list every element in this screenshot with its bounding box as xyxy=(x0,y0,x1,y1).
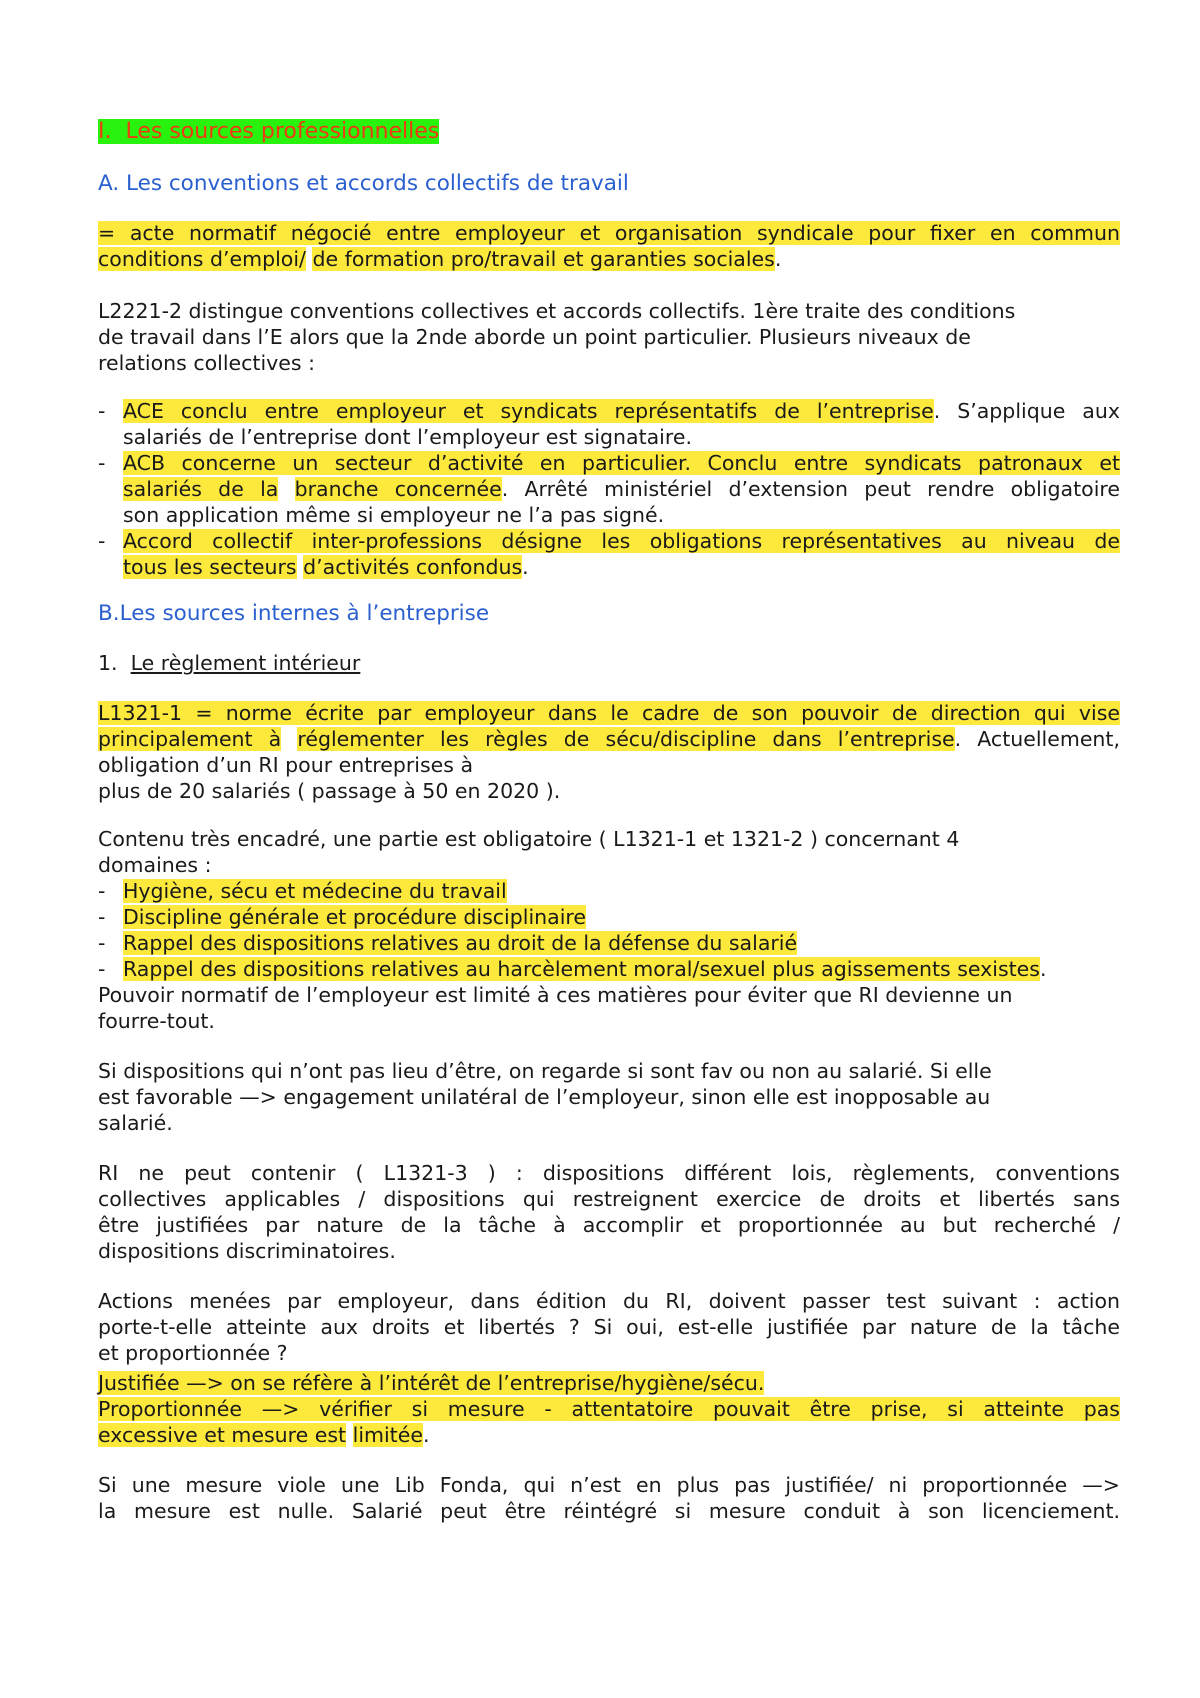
intro-paragraph: L2221-2 distingue conventions collectives et accords collectifs. 1ère traite des conditions de travail dans l’E alors que la 2nde aborde un point particulier. Plusieurs niveaux de relations collectives : xyxy=(98,299,1016,375)
dispositions-paragraph: Si dispositions qui n’ont pas lieu d’être, on regarde si sont fav ou non au salarié. Si elle est favorable —> engagement unilatéral de l’employeur, sinon elle est inopposable au salarié. xyxy=(98,1059,992,1135)
test-paragraph: Actions menées par employeur, dans édition du RI, doivent passer test suivant : action porte-t-elle atteinte aux droits et libertés ? Si oui, est-elle justifiée par nature de la tâche et proportionnée ? xyxy=(98,1289,1120,1365)
list-item: - Discipline générale et procédure disciplinaire xyxy=(98,905,586,929)
document-content xyxy=(98,118,1120,1524)
list-item: - Accord collectif inter-professions désigne les obligations représentatives au niveau de tous les secteurs d’activités confondus. xyxy=(98,529,1120,579)
ri-restrictions-paragraph: RI ne peut contenir ( L1321-3 ) : dispositions différent lois, règlements, conventions collectives applicables / dispositions qui restreignent exercice de droits et libertés sans être justifiées par nature de la tâche à accomplir et proportionnée au but recherché / dispositions discriminatoires. xyxy=(98,1161,1120,1263)
ri-definition-paragraph: L1321-1 = norme écrite par employeur dans le cadre de son pouvoir de direction qui vise principalement à réglementer les règles de sécu/discipline dans l’entreprise. Actuellement, obligation d’un RI pour entreprises à plus de 20 salariés ( passage à 50 en 2020 ). xyxy=(98,701,1120,803)
normative-power-paragraph: Pouvoir normatif de l’employeur est limité à ces matières pour éviter que RI devienne un fourre-tout. xyxy=(98,983,1013,1033)
list-item: - ACB concerne un secteur d’activité en particulier. Conclu entre syndicats patronaux et salariés de la branche concernée. Arrêté ministériel d’extension peut rendre obligatoire son application même si employeur ne l’a pas signé. xyxy=(98,451,1120,527)
definition-paragraph: = acte normatif négocié entre employeur et organisation syndicale pour fixer en commun conditions d’emploi/ de formation pro/travail et garanties sociales. xyxy=(98,221,1120,271)
ri-content-paragraph: Contenu très encadré, une partie est obligatoire ( L1321-1 et 1321-2 ) concernant 4 domaines : xyxy=(98,827,960,877)
list-item: - Hygiène, sécu et médecine du travail xyxy=(98,879,507,903)
section-i-heading: I. Les sources professionnelles xyxy=(98,119,440,144)
mandatory-domains-list xyxy=(98,878,1120,982)
subsection-1-heading: 1. Le règlement intérieur xyxy=(98,651,361,675)
agreement-types-list xyxy=(98,398,1120,580)
list-item: - ACE conclu entre employeur et syndicats représentatifs de l’entreprise. S’applique aux salariés de l’entreprise dont l’employeur est signataire. xyxy=(98,399,1120,449)
nullity-paragraph: Si une mesure viole une Lib Fonda, qui n’est en plus pas justifiée/ ni proportionnée —> la mesure est nulle. Salarié peut être réintégré si mesure conduit à son licenciement. xyxy=(98,1473,1120,1523)
section-b-heading: B.Les sources internes à l’entreprise xyxy=(98,601,490,626)
justification-paragraph: Justifiée —> on se réfère à l’intérêt de l’entreprise/hygiène/sécu. Proportionnée —> vérifier si mesure - attentatoire pouvait être prise, si atteinte pas excessive et mesure est limitée. xyxy=(98,1371,1120,1447)
list-item: - Rappel des dispositions relatives au droit de la défense du salarié xyxy=(98,931,798,955)
section-a-heading: A. Les conventions et accords collectifs de travail xyxy=(98,171,629,196)
list-item: - Rappel des dispositions relatives au harcèlement moral/sexuel plus agissements sexistes. xyxy=(98,957,1047,981)
